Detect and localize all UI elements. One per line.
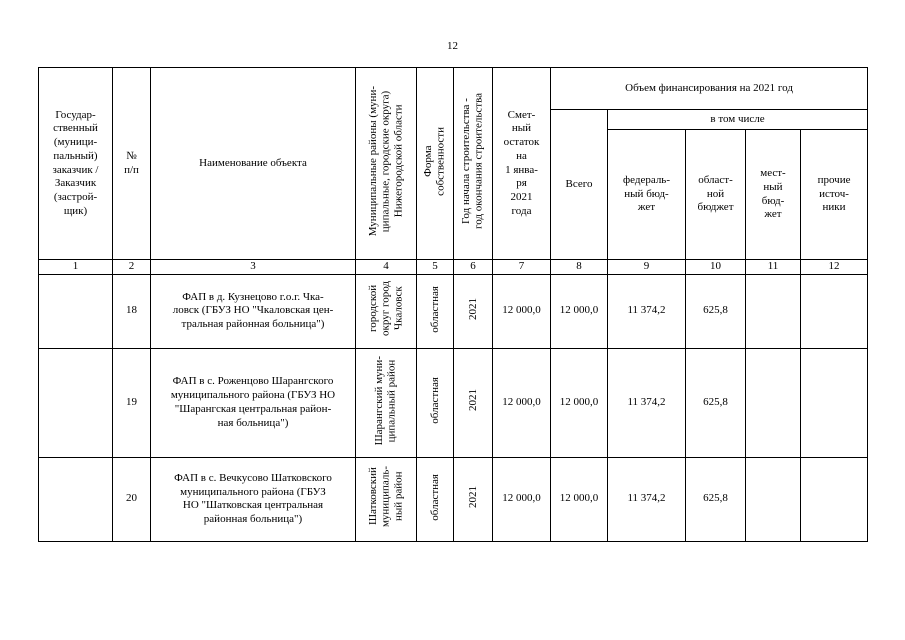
row-object-name: ФАП в с. Роженцово Шарангского муниципального района (ГБУЗ НО "Шарангская центральная район- ная больница"): [151, 348, 356, 457]
header-local: мест- ный бюд- жет: [746, 130, 801, 260]
row-object-name: ФАП в д. Кузнецово г.о.г. Чка- ловск (ГБУЗ НО "Чкаловская цен- тральная районная больница"): [151, 274, 356, 348]
row-customer-cell: [39, 348, 113, 457]
row-total: 12 000,0: [551, 348, 608, 457]
row-total: 12 000,0: [551, 274, 608, 348]
row-federal: 11 374,2: [608, 348, 686, 457]
table-row: [39, 348, 868, 457]
row-federal: 11 374,2: [608, 457, 686, 541]
row-ownership: областная: [417, 348, 454, 457]
row-district: Шарангский муни- ципальный район: [356, 348, 417, 457]
row-num: 18: [113, 274, 151, 348]
row-local: [746, 274, 801, 348]
row-local: [746, 348, 801, 457]
row-customer-cell: [39, 457, 113, 541]
financing-table: [38, 67, 868, 542]
header-regional: област- ной бюджет: [686, 130, 746, 260]
column-number: 6: [454, 260, 493, 275]
header-including: в том числе: [608, 110, 868, 130]
row-balance: 12 000,0: [493, 348, 551, 457]
header-federal: федераль- ный бюд- жет: [608, 130, 686, 260]
page-number: 12: [447, 40, 458, 52]
row-num: 20: [113, 457, 151, 541]
header-ownership: Форма собственности: [417, 68, 454, 260]
row-other: [801, 348, 868, 457]
header-customer: Государ- ственный (муници- пальный) заказчик / Заказчик (застрой- щик): [39, 68, 113, 260]
header-num: № п/п: [113, 68, 151, 260]
row-federal: 11 374,2: [608, 274, 686, 348]
column-number: 9: [608, 260, 686, 275]
table-row: [39, 274, 868, 348]
row-ownership: областная: [417, 274, 454, 348]
row-district: Шатковский муниципаль- ный район: [356, 457, 417, 541]
header-district: Муниципальные районы (муни- ципальные, городские округа) Нижегородской области: [356, 68, 417, 260]
row-regional: 625,8: [686, 274, 746, 348]
header-funding: Объем финансирования на 2021 год: [551, 68, 868, 110]
header-other: прочие источ- ники: [801, 130, 868, 260]
row-years: 2021: [454, 457, 493, 541]
row-years: 2021: [454, 348, 493, 457]
header-name: Наименование объекта: [151, 68, 356, 260]
row-balance: 12 000,0: [493, 457, 551, 541]
row-local: [746, 457, 801, 541]
row-ownership: областная: [417, 457, 454, 541]
column-number: 5: [417, 260, 454, 275]
column-number: 12: [801, 260, 868, 275]
row-total: 12 000,0: [551, 457, 608, 541]
row-customer-cell: [39, 274, 113, 348]
row-other: [801, 274, 868, 348]
column-number: 11: [746, 260, 801, 275]
column-number-row: [39, 260, 868, 275]
row-regional: 625,8: [686, 348, 746, 457]
row-balance: 12 000,0: [493, 274, 551, 348]
table-row: [39, 457, 868, 541]
header-total: Всего: [551, 110, 608, 260]
row-regional: 625,8: [686, 457, 746, 541]
row-object-name: ФАП в с. Вечкусово Шатковского муниципального района (ГБУЗ НО "Шатковская центральная районная больница"): [151, 457, 356, 541]
row-years: 2021: [454, 274, 493, 348]
column-number: 8: [551, 260, 608, 275]
header-balance: Смет- ный остаток на 1 янва- ря 2021 года: [493, 68, 551, 260]
column-number: 4: [356, 260, 417, 275]
header-years: Год начала строительства - год окончания строительства: [454, 68, 493, 260]
row-other: [801, 457, 868, 541]
column-number: 1: [39, 260, 113, 275]
row-district: городской округ город Чкаловск: [356, 274, 417, 348]
column-number: 3: [151, 260, 356, 275]
column-number: 2: [113, 260, 151, 275]
column-number: 10: [686, 260, 746, 275]
column-number: 7: [493, 260, 551, 275]
row-num: 19: [113, 348, 151, 457]
